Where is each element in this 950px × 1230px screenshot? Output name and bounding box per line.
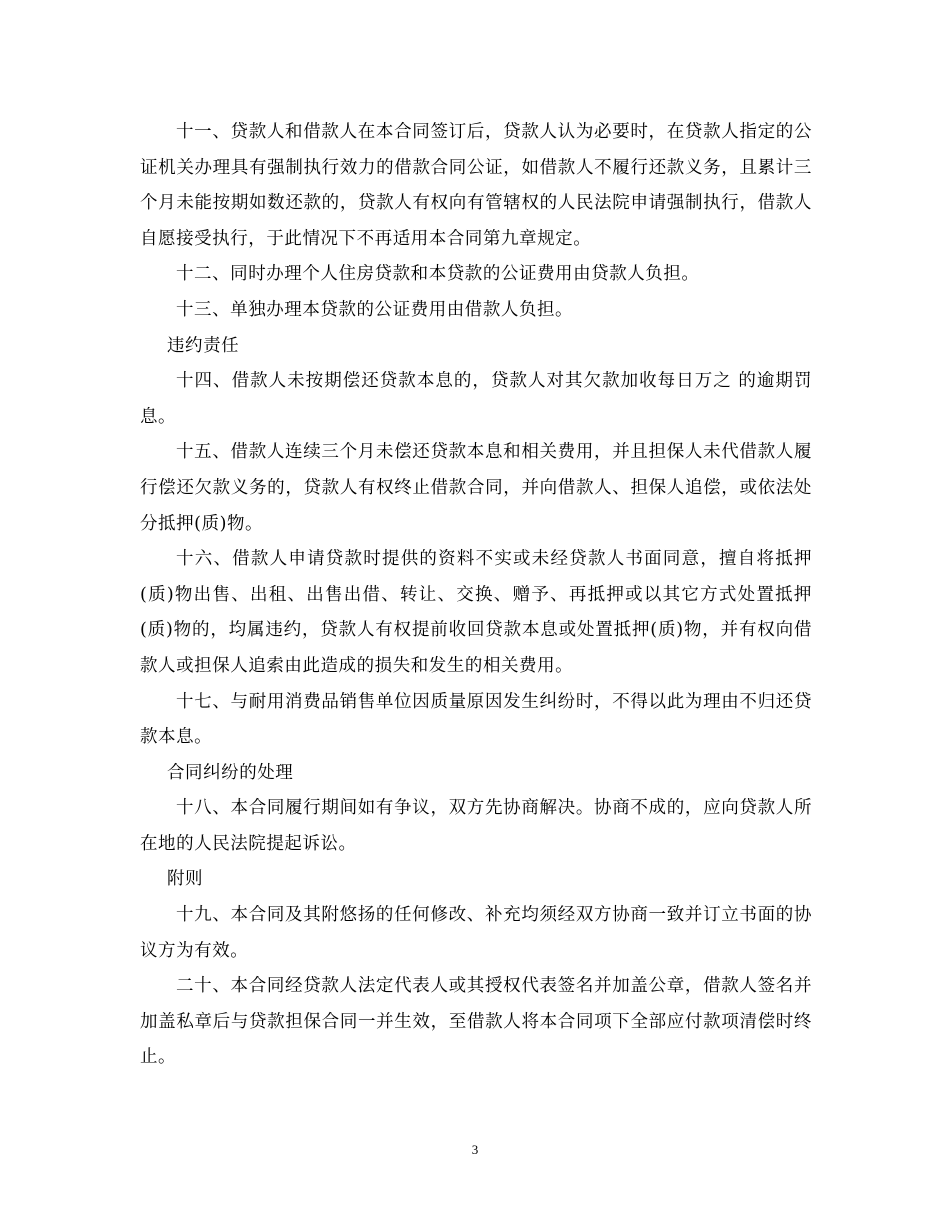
clause-15: 十五、借款人连续三个月未偿还贷款本息和相关费用，并且担保人未代借款人履行偿还欠款义务的，贷款人有权终止借款合同，并向借款人、担保人追偿，或依法处分抵押(质)物。 [140,442,812,534]
section-heading-dispute-resolution: 合同纠纷的处理 [167,762,294,783]
clause-13: 十三、单独办理本贷款的公证费用由借款人负担。 [176,299,574,320]
clause-19: 十九、本合同及其附悠扬的任何修改、补充均须经双方协商一致并订立书面的协议方为有效。 [140,905,812,961]
section-heading-supplementary-provisions: 附则 [167,869,204,890]
clause-20: 二十、本合同经贷款人法定代表人或其授权代表签名并加盖公章，借款人签名并加盖私章后与贷款担保合同一并生效，至借款人将本合同项下全部应付款项清偿时终止。 [140,976,812,1068]
clause-18: 十八、本合同履行期间如有争议，双方先协商解决。协商不成的，应向贷款人所在地的人民法院提起诉讼。 [140,798,812,854]
page-number: 3 [471,1142,479,1157]
clause-12: 十二、同时办理个人住房贷款和本贷款的公证费用由贷款人负担。 [176,264,700,285]
section-heading-breach-liability: 违约责任 [167,335,240,356]
clause-17: 十七、与耐用消费品销售单位因质量原因发生纠纷时，不得以此为理由不归还贷款本息。 [140,691,812,748]
clause-14: 十四、借款人未按期偿还贷款本息的，贷款人对其欠款加收每日万之 的逾期罚息。 [140,371,812,427]
clause-11: 十一、贷款人和借款人在本合同签订后，贷款人认为必要时，在贷款人指定的公证机关办理具有强制执行效力的借款合同公证，如借款人不履行还款义务，且累计三个月未能按期如数还款的，贷款人有权向有管辖权的人民法院申请强制执行，借款人自愿接受执行，于此情况下不再适用本合同第九章规定。 [140,122,812,249]
clause-16: 十六、借款人申请贷款时提供的资料不实或未经贷款人书面同意，擅自将抵押(质)物出售、出租、出售出借、转让、交换、赠予、再抵押或以其它方式处置抵押(质)物的，均属违约，贷款人有权提前收回贷款本息或处置抵押(质)物，并有权向借款人或担保人追索由此造成的损失和发生的相关费用。 [140,549,812,676]
document-body [140,115,812,1076]
